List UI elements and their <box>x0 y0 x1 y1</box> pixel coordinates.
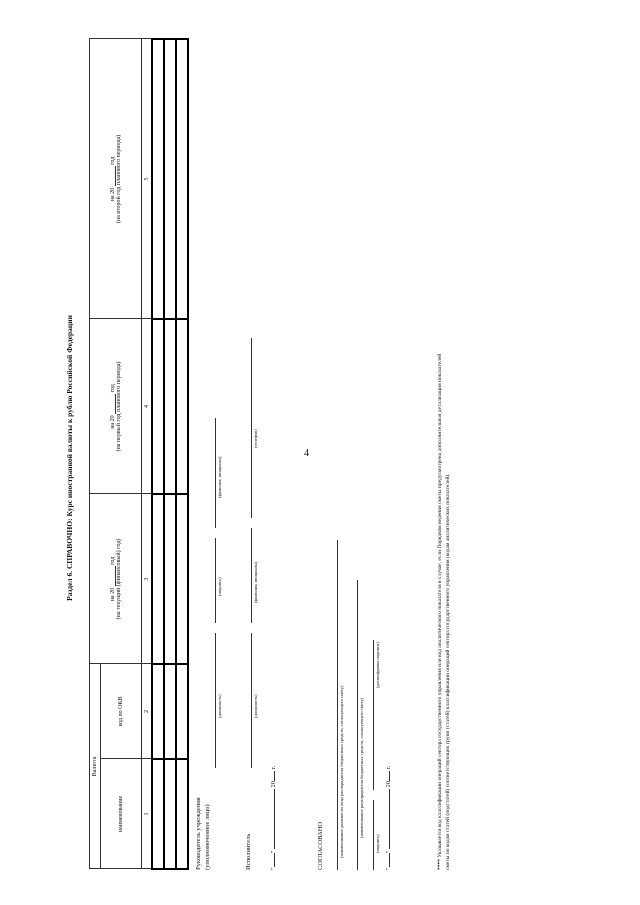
table-cell[interactable] <box>152 664 164 759</box>
table-cell[interactable] <box>164 759 176 869</box>
executor-position-line[interactable] <box>251 633 252 768</box>
head-signature-line[interactable] <box>215 538 216 623</box>
agreed-signature-line[interactable] <box>373 800 374 870</box>
name-caption: (фамилия, инициалы) <box>217 456 222 498</box>
head-name-line[interactable] <box>215 418 216 528</box>
table-cell[interactable] <box>164 494 176 664</box>
table-cell[interactable] <box>176 759 188 869</box>
table-cell[interactable] <box>176 319 188 494</box>
section-title: Раздел 6. СПРАВОЧНО: Курс иностранной валюты к рублю Российской Федерации <box>65 315 74 601</box>
executor-phone-line[interactable] <box>251 338 252 518</box>
head-position-line[interactable] <box>215 633 216 768</box>
table-cell[interactable] <box>176 494 188 664</box>
executor-label: Исполнитель <box>245 833 252 870</box>
page-number: 4 <box>304 448 309 459</box>
column-number: 3 <box>142 494 153 664</box>
head-label: Руководитель учреждения <box>195 797 202 870</box>
currency-group-header: Валюта <box>90 664 101 869</box>
signature-caption: (подпись) <box>217 577 222 596</box>
table-cell[interactable] <box>152 759 164 869</box>
agreed-organization-caption: (наименование распорядителя бюджетных средств, согласующего смету) <box>359 697 364 838</box>
header-currency-code: код по ОКВ <box>101 664 142 759</box>
agreed-organization-line[interactable] <box>357 580 358 870</box>
table-cell[interactable] <box>164 319 176 494</box>
agreed-position-line[interactable] <box>337 540 338 870</box>
table-cell[interactable] <box>164 664 176 759</box>
position-caption: (должность) <box>253 694 258 718</box>
table-cell[interactable] <box>176 39 188 319</box>
header-first-plan-year: на 20 год (на первый год планового периода) <box>90 319 142 494</box>
head-sublabel: (уполномоченное лицо) <box>204 804 211 870</box>
currency-rate-table <box>89 38 189 870</box>
position-caption: (должность) <box>217 694 222 718</box>
agreed-name-line[interactable] <box>373 640 374 790</box>
column-number: 5 <box>142 39 153 319</box>
agreed-date-line: "" 20 г. <box>385 765 392 870</box>
agreed-signature-caption: (подпись) <box>375 834 380 853</box>
agreed-name-caption: (расшифровка подписи) <box>375 642 380 688</box>
table-cell[interactable] <box>176 664 188 759</box>
header-currency-name: наименование <box>101 759 142 869</box>
date-line: "" 20 г. <box>270 765 277 870</box>
table-cell[interactable] <box>152 319 164 494</box>
name-caption: (фамилия, инициалы) <box>253 561 258 603</box>
footnote-line-2: сметы по кодам статей (подстатей) соответствующих групп (статей) классификации операций сектора государственного управления (кодам аналитических показателей). <box>445 473 451 870</box>
column-number: 2 <box>142 664 153 759</box>
column-number: 4 <box>142 319 153 494</box>
header-current-year: на 20 год (на текущий (финансовый) год) <box>90 494 142 664</box>
column-number: 1 <box>142 759 153 869</box>
footnote-line-1: **** Указывается код классификации операций сектора государственного управления или код аналитического показателя в случае, если Порядком ведения сметы предусмотрена дополнительная детализация показателей <box>437 353 443 870</box>
table-cell[interactable] <box>164 39 176 319</box>
agreed-label: СОГЛАСОВАНО <box>317 821 324 870</box>
table-cell[interactable] <box>152 39 164 319</box>
rotated-form-sheet <box>65 38 505 878</box>
executor-name-line[interactable] <box>251 528 252 623</box>
agreed-position-caption: (наименование должности лица распорядителя бюджетных средств, согласующего смету) <box>339 685 344 858</box>
table-cell[interactable] <box>152 494 164 664</box>
header-second-plan-year: на 20 год (на второй год планового периода) <box>90 39 142 319</box>
phone-caption: (телефон) <box>253 429 258 448</box>
